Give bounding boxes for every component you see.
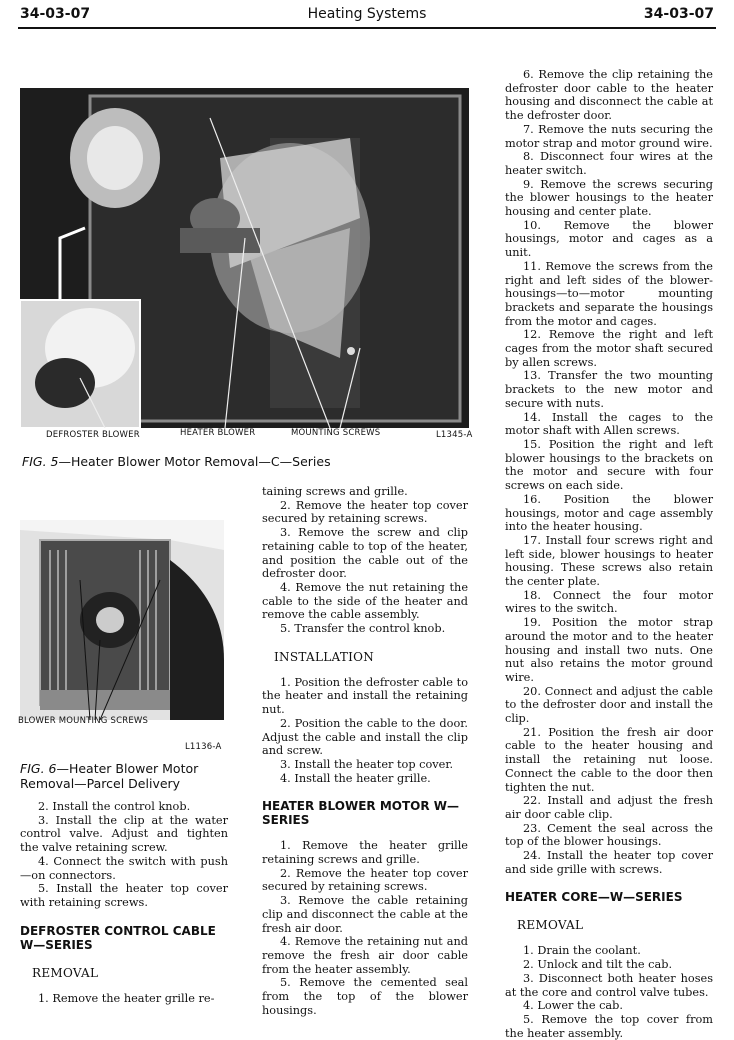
section-heading-defroster-cable: DEFROSTER CONTROL CABLE W—SERIES — [20, 923, 216, 952]
paragraph: 17. Install four screws right and left side, blower housings to heater housing. These screws also retain the center plate. — [505, 533, 713, 589]
paragraph: 4. Remove the nut retaining the cable to the side of the heater and remove the cable assembly. — [262, 580, 468, 622]
paragraph: 16. Position the blower housings, motor and cage assembly into the heater housing. — [505, 492, 713, 534]
paragraph: taining screws and grille. — [262, 485, 408, 498]
paragraph: 1. Remove the heater grille re- — [38, 991, 215, 1005]
paragraph: 3. Install the heater top cover. — [280, 757, 454, 771]
paragraph: 2. Unlock and tilt the cab. — [523, 958, 673, 972]
section-heading-heater-core: HEATER CORE—W—SERIES — [505, 890, 683, 905]
paragraph: 18. Connect the four motor wires to the switch. — [505, 588, 713, 616]
paragraph: 9. Remove the screws securing the blower housings to the heater housing and center plate. — [505, 177, 713, 219]
paragraph: 1. Drain the coolant. — [523, 944, 641, 958]
fig5-photo — [20, 88, 469, 428]
page-section-title: Heating Systems — [307, 6, 427, 22]
paragraph: 3. Install the clip at the water control valve. Adjust and tighten the valve retaining screw. — [20, 813, 228, 855]
fig6-label-blower-mounting-screws: BLOWER MOUNTING SCREWS — [18, 716, 149, 726]
page-number-right: 34-03-07 — [643, 6, 714, 22]
fig5-code: L1345-A — [436, 430, 473, 440]
paragraph: 2. Install the control knob. — [38, 800, 191, 813]
subheading-installation: INSTALLATION — [274, 649, 375, 664]
paragraph: 5. Remove the top cover from the heater assembly. — [505, 1013, 713, 1040]
fig6-caption-text: —Heater Blower Motor Removal—Parcel Delivery — [20, 761, 199, 791]
subheading-removal: REMOVAL — [517, 918, 584, 933]
paragraph: 8. Disconnect four wires at the heater switch. — [505, 150, 713, 177]
paragraph: 2. Remove the heater top cover secured by retaining screws. — [262, 866, 468, 894]
paragraph: 3. Remove the cable retaining clip and disconnect the cable at the fresh air door. — [262, 894, 468, 935]
fig5-label-defroster-blower: DEFROSTER BLOWER — [46, 430, 140, 440]
paragraph: 1. Position the defroster cable to the heater and install the retaining nut. — [262, 675, 468, 717]
section-heading-blower-motor: HEATER BLOWER MOTOR W—SERIES — [262, 799, 459, 828]
fig6-illustration — [20, 520, 224, 720]
subheading-removal: REMOVAL — [32, 965, 99, 980]
fig5-caption — [22, 454, 462, 469]
paragraph: 11. Remove the screws from the right and left sides of the blower-housings—to—motor mounting brackets and separate the housings from the motor and cages. — [505, 259, 713, 328]
paragraph: 3. Disconnect both heater hoses at the core and control valve tubes. — [505, 971, 713, 999]
paragraph: 24. Install the heater top cover and side grille with screws. — [505, 849, 713, 876]
paragraph: 3. Remove the screw and clip retaining cable to top of the heater, and position the cable out of the defroster door. — [262, 526, 468, 581]
column-1 — [20, 800, 228, 1005]
paragraph: 4. Install the heater grille. — [280, 771, 431, 785]
paragraph: 22. Install and adjust the fresh air door cable clip. — [505, 794, 713, 821]
fig5-caption-prefix: FIG. 5 — [22, 454, 59, 469]
paragraph: 10. Remove the blower housings, motor and cages as a unit. — [505, 218, 713, 260]
paragraph: 12. Remove the right and left cages from the motor shaft secured by allen screws. — [505, 328, 713, 369]
paragraph: 2. Remove the heater top cover secured by retaining screws. — [262, 498, 468, 526]
paragraph: 7. Remove the nuts securing the motor strap and motor ground wire. — [505, 122, 713, 150]
paragraph: 2. Position the cable to the door. Adjust the cable and install the clip and screw. — [262, 716, 468, 758]
fig6-code: L1136-A — [185, 742, 222, 752]
fig5-caption-text: —Heater Blower Motor Removal—C—Series — [58, 454, 331, 469]
paragraph: 20. Connect and adjust the cable to the defroster door and install the clip. — [505, 684, 713, 726]
fig5-illustration — [20, 88, 469, 428]
paragraph: 4. Lower the cab. — [523, 999, 623, 1013]
paragraph: 19. Position the motor strap around the motor and to the heater housing and install two nuts. One nut also retains the motor ground wire. — [505, 616, 713, 684]
fig5-label-mounting-screws: MOUNTING SCREWS — [291, 428, 381, 438]
paragraph: 5. Remove the cemented seal from the top of the blower housings. — [262, 976, 468, 1017]
fig6-caption — [20, 761, 230, 791]
paragraph: 5. Install the heater top cover with retaining screws. — [20, 882, 228, 909]
fig6-photo — [20, 520, 224, 720]
paragraph: 5. Transfer the control knob. — [280, 622, 446, 636]
paragraph: 21. Position the fresh air door cable to the heater housing and install the retaining nut loose. Connect the cable to the door then tighten the nut. — [505, 725, 713, 794]
fig5-label-heater-blower: HEATER BLOWER — [180, 428, 256, 438]
paragraph: 14. Install the cages to the motor shaft with Allen screws. — [505, 410, 713, 438]
paragraph: 4. Connect the switch with push—on connectors. — [20, 854, 228, 882]
paragraph: 13. Transfer the two mounting brackets to the new motor and secure with nuts. — [505, 369, 713, 410]
header-rule — [18, 27, 716, 29]
column-2 — [262, 485, 468, 1018]
column-3 — [505, 68, 713, 1040]
paragraph: 1. Remove the heater grille retaining screws and grille. — [262, 839, 468, 867]
fig6-caption-prefix: FIG. 6 — [20, 761, 57, 776]
paragraph: 23. Cement the seal across the top of the blower housings. — [505, 821, 713, 849]
page-number-left: 34-03-07 — [20, 6, 91, 22]
paragraph: 6. Remove the clip retaining the defroster door cable to the heater housing and disconnect the cable at the defroster door. — [505, 68, 713, 123]
paragraph: 4. Remove the retaining nut and remove the fresh air door cable from the heater assembly. — [262, 935, 468, 976]
paragraph: 15. Position the right and left blower housings to the brackets on the motor and secure with four screws on each side. — [505, 437, 713, 493]
